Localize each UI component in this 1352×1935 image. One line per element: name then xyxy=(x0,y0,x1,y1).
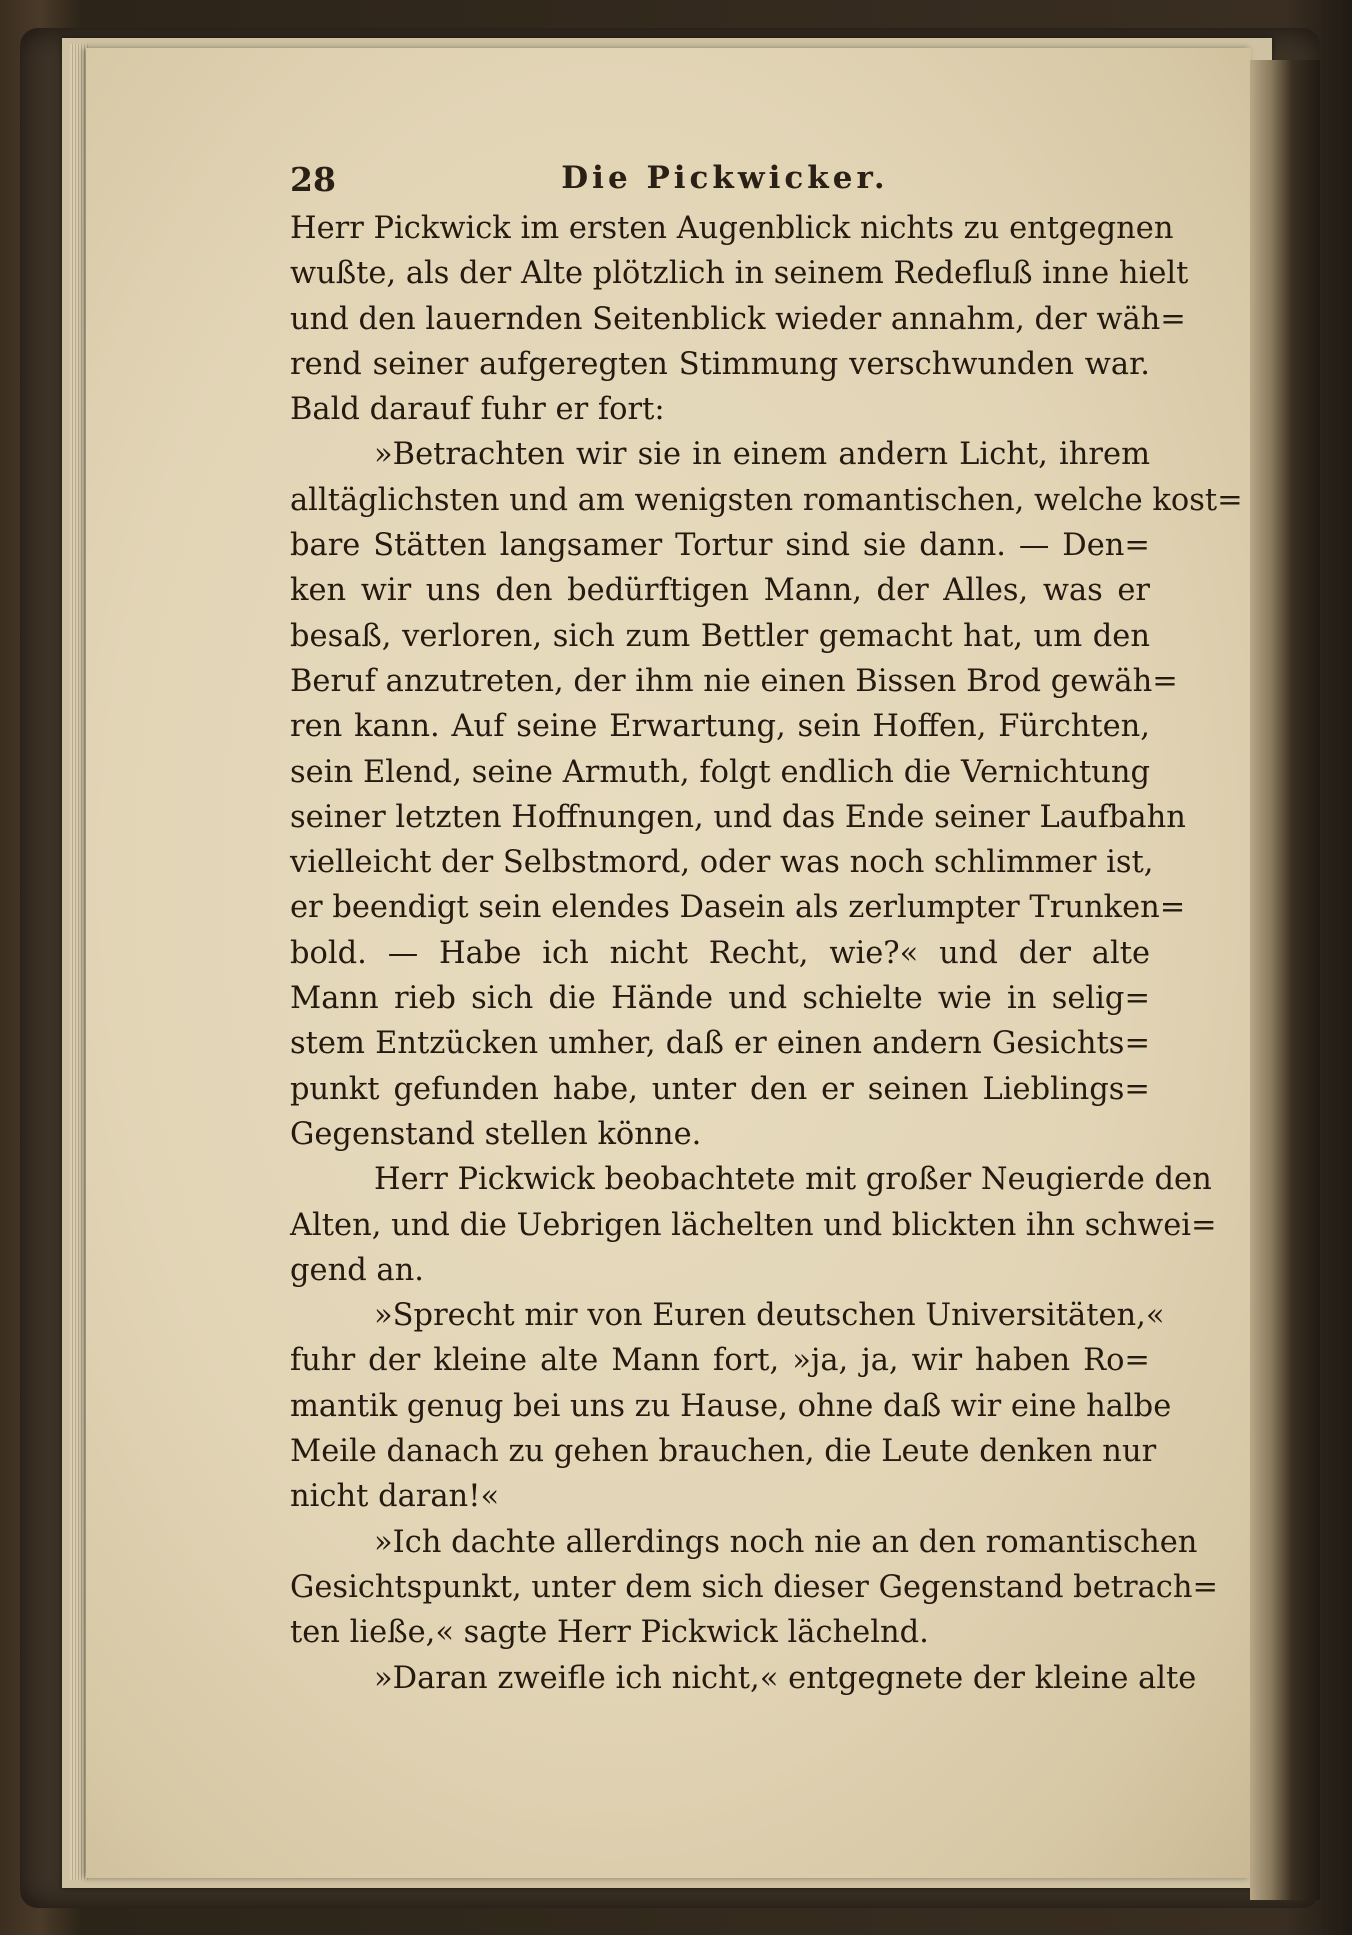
text-line: besaß, verloren, sich zum Bettler gemacht hat, um den xyxy=(290,618,1150,654)
text-line: »Daran zweifle ich nicht,« entgegnete der kleine alte xyxy=(374,1660,1197,1696)
text-line: »Sprecht mir von Euren deutschen Universitäten,« xyxy=(374,1298,1165,1334)
text-line: Meile danach zu gehen brauchen, die Leute denken nur xyxy=(290,1434,1157,1470)
text-line: bold. — Habe ich nicht Recht, wie?« und der alte xyxy=(290,935,1150,971)
text-line: Gesichtspunkt, unter dem sich dieser Gegenstand betrach= xyxy=(290,1569,1219,1605)
text-line: ken wir uns den bedürftigen Mann, der Alles, was er xyxy=(290,573,1150,609)
paragraph xyxy=(290,206,1189,432)
running-title: Die Pickwicker. xyxy=(561,160,889,196)
text-line: gend an. xyxy=(290,1252,424,1288)
text-line: ren kann. Auf seine Erwartung, sein Hoffen, Fürchten, xyxy=(290,709,1150,745)
text-line: Alten, und die Uebrigen lächelten und blickten ihn schwei= xyxy=(290,1207,1217,1243)
text-line: ten ließe,« sagte Herr Pickwick lächelnd. xyxy=(290,1615,929,1651)
page-number: 28 xyxy=(290,160,336,199)
paragraph xyxy=(290,1157,1217,1293)
text-line: bare Stätten langsamer Tortur sind sie dann. — Den= xyxy=(290,528,1150,564)
text-line: mantik genug bei uns zu Hause, ohne daß wir eine halbe xyxy=(290,1388,1172,1424)
text-line: Beruf anzutreten, der ihm nie einen Bissen Brod gewäh= xyxy=(290,663,1178,699)
paragraph xyxy=(290,1656,1197,1701)
text-line: punkt gefunden habe, unter den er seinen Lieblings= xyxy=(290,1071,1150,1107)
book-gutter xyxy=(1250,60,1320,1900)
text-line: wußte, als der Alte plötzlich in seinem Redefluß inne hielt xyxy=(290,256,1189,292)
text-line: vielleicht der Selbstmord, oder was noch schlimmer ist, xyxy=(290,845,1154,881)
paragraph xyxy=(290,1293,1172,1519)
text-line: Herr Pickwick beobachtete mit großer Neugierde den xyxy=(374,1162,1212,1198)
paragraph xyxy=(290,1520,1219,1656)
text-line: Herr Pickwick im ersten Augenblick nichts zu entgegnen xyxy=(290,211,1174,246)
text-line: stem Entzücken umher, daß er einen andern Gesichts= xyxy=(290,1026,1150,1062)
body-text xyxy=(290,206,1243,1701)
text-line: Bald darauf fuhr er fort: xyxy=(290,392,665,428)
text-line: alltäglichsten und am wenigsten romantischen, welche kost= xyxy=(290,482,1243,518)
text-line: seiner letzten Hoffnungen, und das Ende seiner Laufbahn xyxy=(290,799,1186,835)
text-line: und den lauernden Seitenblick wieder annahm, der wäh= xyxy=(290,301,1186,337)
text-line: Gegenstand stellen könne. xyxy=(290,1116,702,1152)
text-line: nicht daran!« xyxy=(290,1479,500,1515)
text-line: sein Elend, seine Armuth, folgt endlich die Vernichtung xyxy=(290,754,1150,790)
paragraph xyxy=(290,432,1243,1157)
text-line: Mann rieb sich die Hände und schielte wie in selig= xyxy=(290,981,1150,1017)
text-line: »Ich dachte allerdings noch nie an den romantischen xyxy=(374,1524,1198,1560)
text-line: »Betrachten wir sie in einem andern Licht, ihrem xyxy=(374,437,1150,473)
text-line: er beendigt sein elendes Dasein als zerlumpter Trunken= xyxy=(290,890,1186,926)
text-line: rend seiner aufgeregten Stimmung verschwunden war. xyxy=(290,346,1150,382)
text-line: fuhr der kleine alte Mann fort, »ja, ja, wir haben Ro= xyxy=(290,1343,1150,1379)
running-head xyxy=(290,160,1160,200)
